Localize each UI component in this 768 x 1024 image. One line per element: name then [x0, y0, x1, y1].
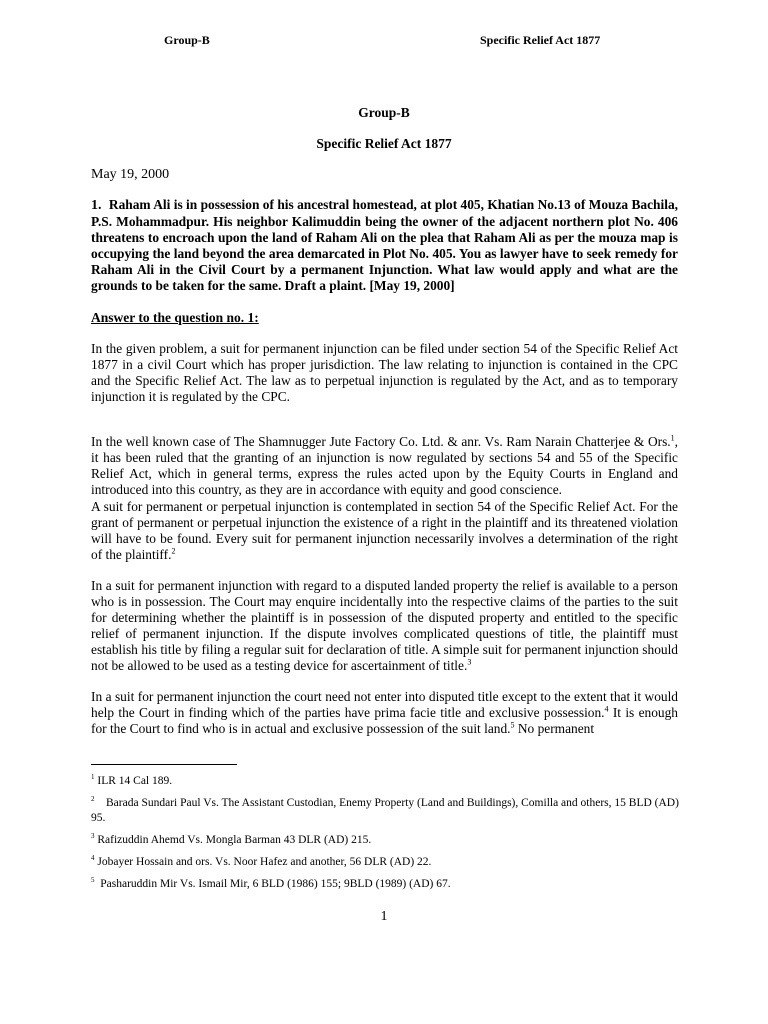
- footnote-ref: 1: [670, 433, 675, 443]
- footnote-number: 3: [91, 832, 95, 841]
- footnote-number: 2: [91, 795, 95, 804]
- footnote-ref: 2: [171, 546, 176, 556]
- footnote-5: [91, 877, 681, 892]
- paragraph-text: In a suit for permanent injunction the court need not enter into disputed title except to the extent that it would help the Court in finding which of the parties have prima facie title and exclusive possession.: [91, 689, 678, 720]
- footnote-ref: 3: [467, 657, 472, 667]
- page-number: 1: [380, 909, 388, 924]
- footnote-text: Rafizuddin Ahemd Vs. Mongla Barman 43 DLR (AD) 215.: [97, 834, 372, 846]
- footnote-1: [91, 774, 681, 789]
- page-title: Group-B: [358, 105, 410, 120]
- footnote-number: 4: [91, 854, 95, 863]
- footnote-3: [91, 833, 681, 848]
- answer-paragraph-1: [91, 341, 678, 405]
- paragraph-text: In the well known case of The Shamnugger Jute Factory Co. Ltd. & anr. Vs. Ram Narain Chatterjee & Ors.: [91, 434, 671, 449]
- footnote-number: 5: [91, 876, 95, 885]
- answer-paragraph-3: [91, 499, 678, 563]
- question-number: 1.: [91, 198, 102, 213]
- paragraph-text: , it has been ruled that the granting of an injunction is now regulated by sections 54 and 55 of the Specific Relief Act, which in general terms, express the rules acted upon by the Equity Courts in England and introduced into this country, as they are in accordance with equity and good conscience.: [91, 434, 678, 497]
- footnote-text: ILR 14 Cal 189.: [97, 775, 173, 787]
- question-date: May 19, 2000: [91, 167, 170, 182]
- answer-paragraph-4: [91, 578, 678, 674]
- footnote-ref: 4: [604, 704, 609, 714]
- question-text: Raham Ali is in possession of his ancestral homestead, at plot 405, Khatian No.13 of Mouza Bachila, P.S. Mohammadpur. His neighbor Kalimuddin being the owner of the adjacent northern plot No. 406 threatens to encroach upon the land of Raham Ali on the plea that Raham Ali as per the mouza map is occupying the land beyond the area demarcated in Plot No. 405. You as lawyer have to seek remedy for Raham Ali in the Civil Court by a permanent Injunction. What law would apply and what are the grounds to be taken for the same. Draft a plaint. [May 19, 2000]: [91, 197, 678, 293]
- paragraph-text: A suit for permanent or perpetual injunction is contemplated in section 54 of the Specific Relief Act. For the grant of permanent or perpetual injunction the existence of a right in the plaintiff and its threatened violation will have to be found. Every suit for permanent injunction necessarily involves a determination of the right of the plaintiff.: [91, 499, 678, 562]
- footnote-number: 1: [91, 773, 95, 782]
- footnote-text: Jobayer Hossain and ors. Vs. Noor Hafez and another, 56 DLR (AD) 22.: [97, 856, 432, 868]
- header-left: Group-B: [164, 33, 210, 47]
- page-subtitle: Specific Relief Act 1877: [316, 136, 452, 151]
- footnote-4: [91, 855, 681, 870]
- footnote-text: Barada Sundari Paul Vs. The Assistant Custodian, Enemy Property (Land and Buildings), Comilla and others, 15 BLD (AD) 95.: [91, 797, 679, 824]
- paragraph-text: It is enough for the Court to find who is in actual and exclusive possession of the suit land.: [91, 705, 679, 736]
- answer-paragraph-2: [91, 434, 678, 498]
- answer-paragraph-5: [91, 689, 678, 737]
- footnote-divider: [91, 764, 237, 765]
- question-paragraph: [91, 197, 678, 294]
- paragraph-text: No permanent: [514, 721, 595, 736]
- footnote-2: [91, 796, 681, 826]
- footnote-ref: 5: [510, 720, 515, 730]
- paragraph-text: In a suit for permanent injunction with regard to a disputed landed property the relief is available to a person who is in possession. The Court may enquire incidentally into the respective claims of the parties to the suit for determining whether the plaintiff is in possession of the disputed property and entitled to the specific relief of permanent injunction. If the dispute involves complicated questions of title, the plaintiff must establish his title by filing a regular suit for declaration of title. A simple suit for permanent injunction should not be allowed to be used as a testing device for ascertainment of title.: [91, 578, 678, 673]
- footnote-text: Pasharuddin Mir Vs. Ismail Mir, 6 BLD (1986) 155; 9BLD (1989) (AD) 67.: [100, 878, 451, 890]
- answer-heading: Answer to the question no. 1:: [91, 310, 259, 325]
- header-right: Specific Relief Act 1877: [480, 33, 601, 47]
- paragraph-text: In the given problem, a suit for permanent injunction can be filed under section 54 of the Specific Relief Act 1877 in a civil Court which has proper jurisdiction. The law relating to injunction is contained in the CPC and the Specific Relief Act. The law as to perpetual injunction is regulated by the Act, and as to temporary injunction it is regulated by the CPC.: [91, 341, 678, 404]
- running-header: [0, 33, 768, 51]
